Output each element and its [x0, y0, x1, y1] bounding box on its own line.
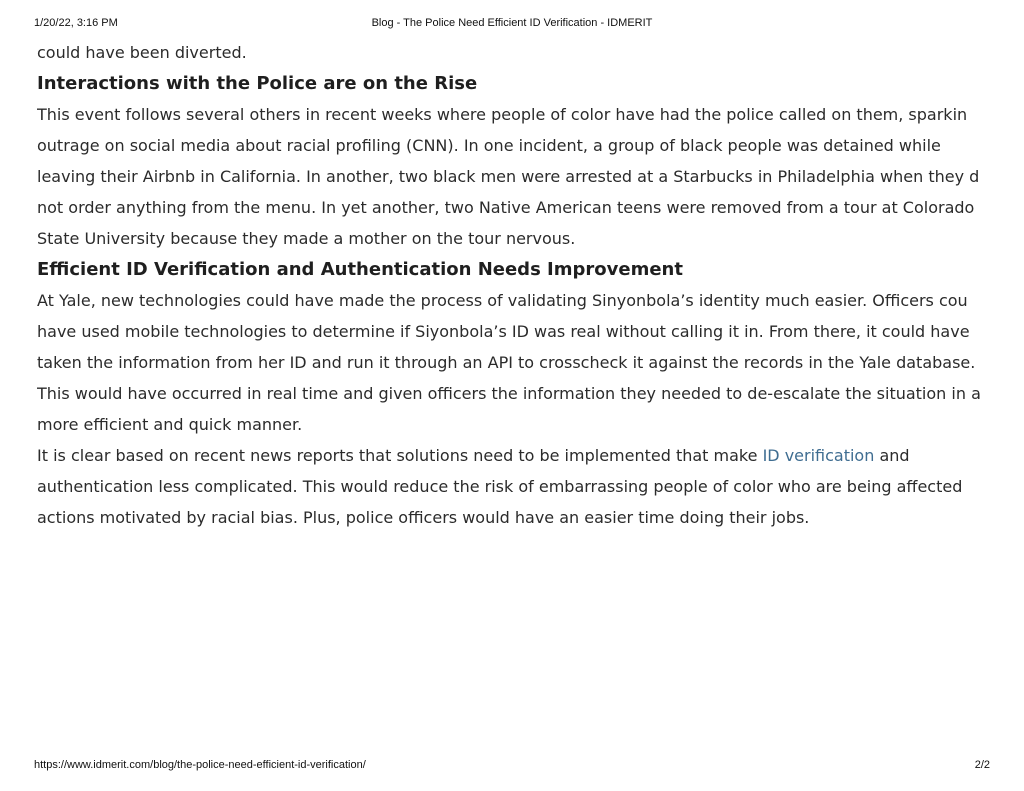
yale-paragraph	[37, 285, 1024, 440]
paragraph-line: have used mobile technologies to determine if Siyonbola’s ID was real without calling it in. From there, it could have	[37, 322, 970, 341]
intro-paragraph	[37, 37, 1024, 68]
text-after-link: and	[874, 446, 910, 465]
print-header	[34, 17, 990, 31]
section-heading-id-verification: Efficient ID Verification and Authentication Needs Improvement	[37, 259, 683, 280]
print-url: https://www.idmerit.com/blog/the-police-need-efficient-id-verification/	[34, 759, 366, 771]
paragraph-line-with-link	[37, 440, 1024, 471]
police-interactions-paragraph	[37, 99, 1024, 254]
paragraph-line: authentication less complicated. This would reduce the risk of embarrassing people of color who are being affected	[37, 477, 963, 496]
article-content	[37, 37, 1024, 597]
id-verification-link[interactable]: ID verification	[762, 446, 875, 465]
section-heading-police-interactions: Interactions with the Police are on the Rise	[37, 73, 478, 94]
paragraph-line: taken the information from her ID and run it through an API to crosscheck it against the records in the Yale database.	[37, 353, 976, 372]
print-page-title: Blog - The Police Need Efficient ID Verification - IDMERIT	[371, 17, 653, 29]
paragraph-line: not order anything from the menu. In yet another, two Native American teens were removed from a tour at Colorado	[37, 198, 975, 217]
print-footer	[34, 759, 990, 773]
print-page-number: 2/2	[974, 759, 990, 771]
paragraph-line: actions motivated by racial bias. Plus, police officers would have an easier time doing their jobs.	[37, 508, 810, 527]
text-before-link: It is clear based on recent news reports that solutions need to be implemented that make	[37, 446, 763, 465]
paragraph-line: could have been diverted.	[37, 43, 247, 62]
paragraph-line: State University because they made a mother on the tour nervous.	[37, 229, 576, 248]
paragraph-line: This would have occurred in real time and given officers the information they needed to de-escalate the situation in a	[37, 384, 981, 403]
paragraph-line: outrage on social media about racial profiling (CNN). In one incident, a group of black people was detained while	[37, 136, 941, 155]
paragraph-line: At Yale, new technologies could have made the process of validating Sinyonbola’s identity much easier. Officers cou	[37, 291, 968, 310]
paragraph-line: This event follows several others in recent weeks where people of color have had the police called on them, sparkin	[37, 105, 968, 124]
paragraph-line: leaving their Airbnb in California. In another, two black men were arrested at a Starbucks in Philadelphia when they d	[37, 167, 980, 186]
print-datetime: 1/20/22, 3:16 PM	[34, 17, 118, 29]
paragraph-line: more efficient and quick manner.	[37, 415, 303, 434]
conclusion-paragraph	[37, 440, 1024, 533]
